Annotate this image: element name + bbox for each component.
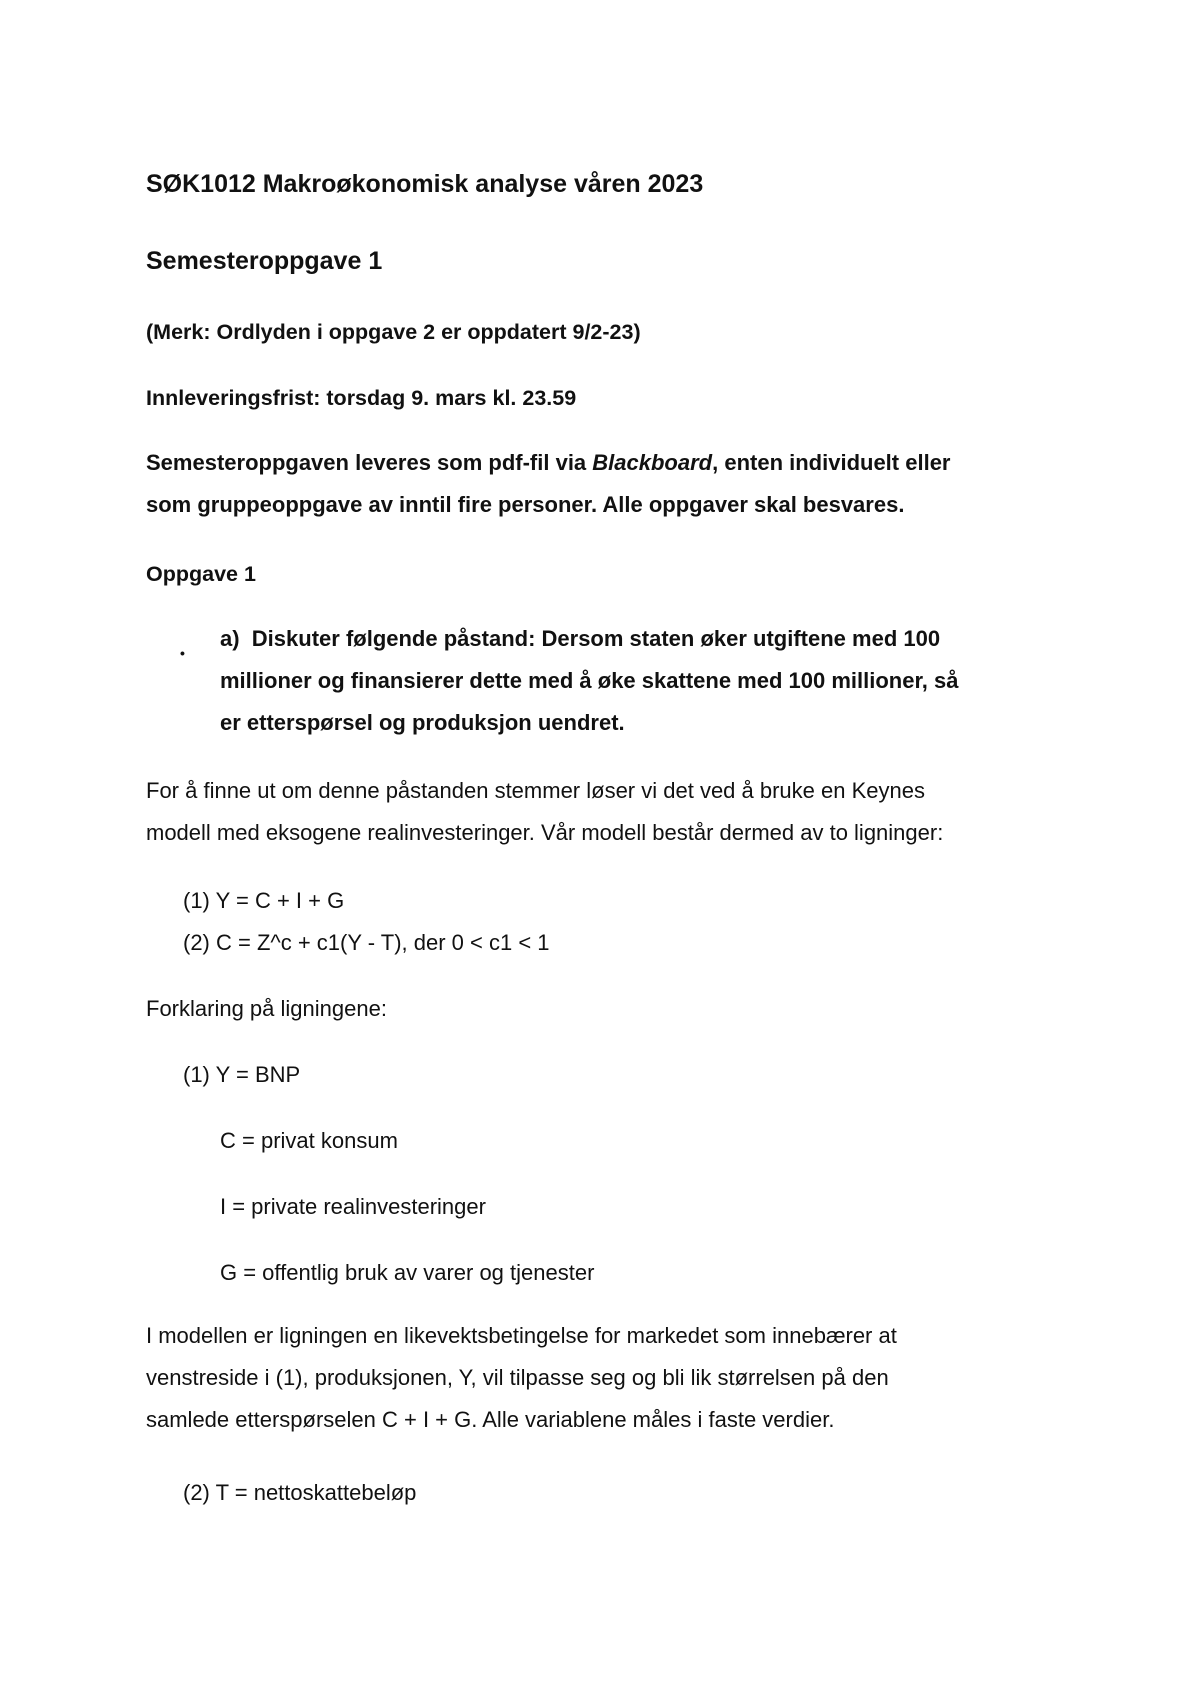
intro-line-2: modell med eksogene realinvesteringer. Vår modell består dermed av to ligninger: — [146, 820, 944, 845]
assignment-title: Semesteroppgave 1 — [146, 247, 383, 275]
equilibrium-paragraph — [146, 1315, 897, 1441]
deadline: Innleveringsfrist: torsdag 9. mars kl. 23.59 — [146, 386, 577, 410]
tax-definition: (2) T = nettoskattebeløp — [183, 1480, 417, 1505]
course-title: SØK1012 Makroøkonomisk analyse våren 2023 — [146, 170, 704, 198]
equilibrium-line-3: samlede etterspørselen C + I + G. Alle variablene måles i faste verdier. — [146, 1407, 835, 1432]
definition-g: G = offentlig bruk av varer og tjenester — [220, 1260, 595, 1285]
platform-name: Blackboard — [592, 450, 713, 475]
question-a-line-3: er etterspørsel og produksjon uendret. — [220, 710, 625, 735]
submission-text-2: , enten individuelt eller — [712, 450, 951, 475]
equation-2: (2) C = Z^c + c1(Y - T), der 0 < c1 < 1 — [183, 930, 550, 955]
equation-1: (1) Y = C + I + G — [183, 888, 345, 913]
equilibrium-line-2: venstreside i (1), produksjonen, Y, vil tilpasse seg og bli lik størrelsen på den — [146, 1365, 889, 1390]
definition-i: I = private realinvesteringer — [220, 1194, 486, 1219]
submission-line-2: som gruppeoppgave av inntil fire personer. Alle oppgaver skal besvares. — [146, 492, 905, 517]
question-a-line-2: millioner og finansierer dette med å øke skattene med 100 millioner, så — [220, 668, 959, 693]
equilibrium-line-1: I modellen er ligningen en likevektsbetingelse for markedet som innebærer at — [146, 1323, 897, 1348]
definition-y: (1) Y = BNP — [183, 1062, 301, 1087]
question-a-text-1: Diskuter følgende påstand: Dersom staten øker utgiftene med 100 — [251, 626, 941, 651]
equations — [183, 880, 550, 964]
list-bullet: • — [180, 645, 185, 661]
submission-line-1 — [146, 442, 951, 484]
task-heading: Oppgave 1 — [146, 562, 256, 586]
update-note: (Merk: Ordlyden i oppgave 2 er oppdatert 9/2-23) — [146, 320, 641, 344]
question-a-line-1 — [220, 618, 959, 660]
explanation-heading: Forklaring på ligningene: — [146, 996, 387, 1021]
submission-info — [146, 442, 951, 526]
intro-line-1: For å finne ut om denne påstanden stemmer løser vi det ved å bruke en Keynes — [146, 778, 925, 803]
question-a-label: a) — [220, 626, 240, 651]
submission-text-1: Semesteroppgaven leveres som pdf-fil via — [146, 450, 593, 475]
intro-paragraph — [146, 770, 943, 854]
definition-c: C = privat konsum — [220, 1128, 398, 1153]
question-a — [220, 618, 959, 744]
